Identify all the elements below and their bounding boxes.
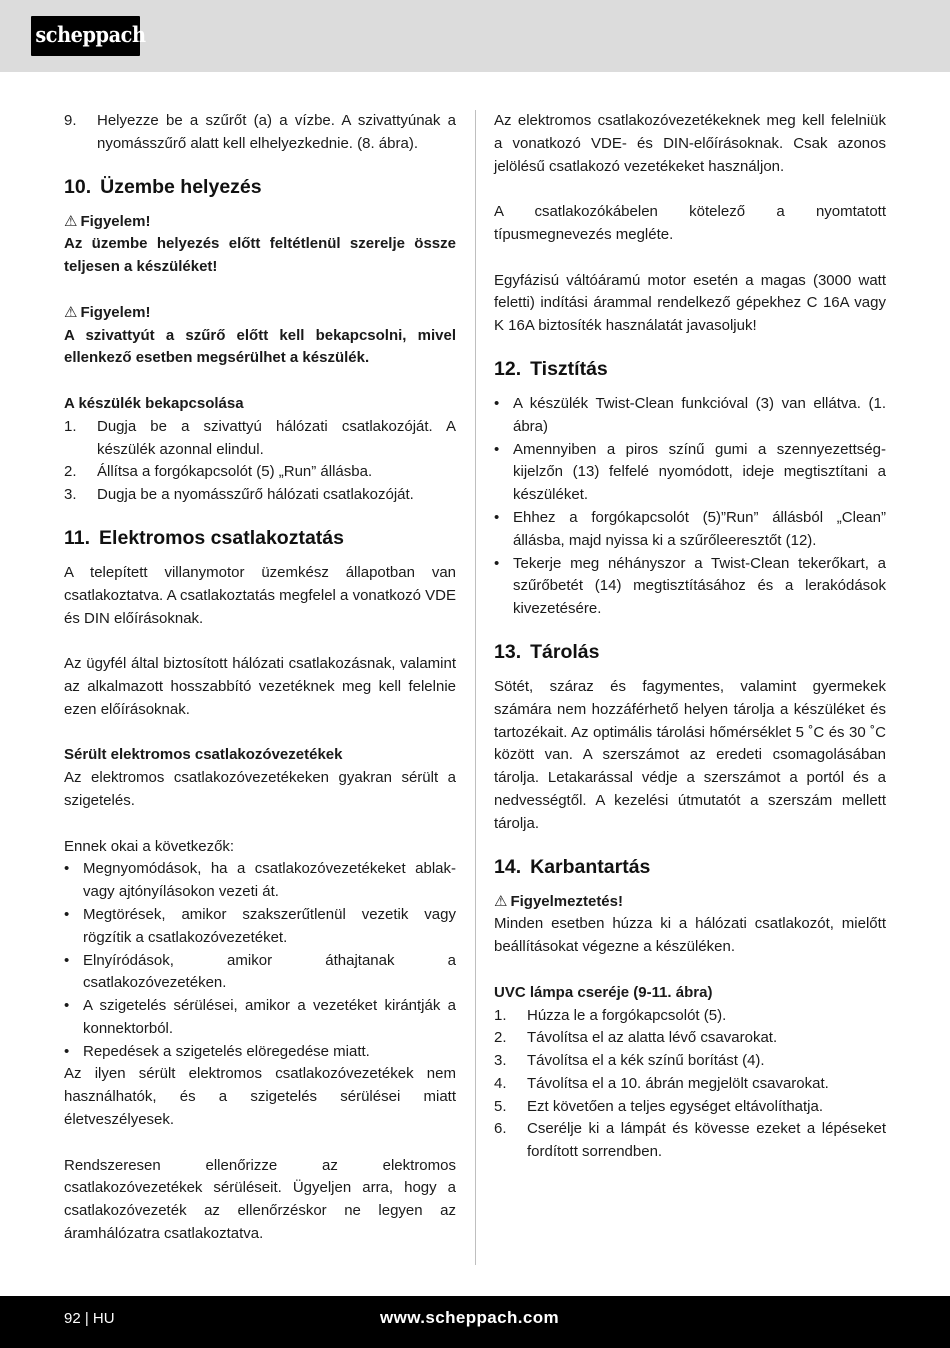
warning-text: A szivattyút a szűrő előtt kell bekapcsolni, mivel ellenkező esetben megsérülhet a készülék. — [64, 326, 456, 367]
list-item — [494, 1027, 886, 1050]
list-item — [494, 1096, 886, 1119]
scheppach-logo — [31, 16, 146, 56]
paragraph: Rendszeresen ellenőrizze az elektromos csatlakozóvezetékek sérüléseit. Ügyeljen arra, hogy a csatlakozóvezeték az ellenőrzéskor ne legyen az áramhálózatra csatlakoztatva. — [64, 1156, 456, 1243]
item-text: Repedések a szigetelés elöregedése miatt. — [83, 1042, 370, 1060]
causes-list — [64, 858, 456, 1063]
item-text: Dugja be a szivattyú hálózati csatlakozóját. A készülék azonnal elindul. — [97, 417, 456, 458]
warning-title: ⚠ Figyelem! — [64, 212, 151, 230]
item-text: Elnyíródások, amikor áthajtanak a csatlakozóvezetéken. — [83, 951, 456, 992]
warning-triangle-icon: ⚠ — [64, 303, 78, 321]
subheading: Sérült elektromos csatlakozóvezetékek — [64, 746, 343, 764]
list-item — [64, 110, 456, 156]
item-text: Megnyomódások, ha a csatlakozóvezetékeket ablak- vagy ajtónyílásokon vezeti át. — [83, 860, 456, 901]
item-text: Megtörések, amikor szakszerűtlenül vezetik vagy rögzítik a csatlakozóvezetéket. — [83, 905, 456, 946]
list-item — [494, 439, 886, 507]
paragraph: A telepített villanymotor üzemkész állapotban van csatlakoztatva. A csatlakoztatás megfelel a vonatkozó VDE és DIN előírásoknak. — [64, 563, 456, 627]
section-heading-14: 14. Karbantartás — [494, 855, 651, 878]
list-item — [494, 1005, 886, 1028]
list-item — [64, 1041, 456, 1064]
paragraph: Az elektromos csatlakozóvezetékeknek meg kell felelniük a vonatkozó VDE- és DIN-előírásoknak. Csak azonos jelölésű csatlakozó vezetékeket használjon. — [494, 112, 886, 175]
item-text: Cserélje ki a lámpát és kövesse ezeket a lépéseket fordított sorrendben. — [527, 1120, 886, 1161]
page-number: 92 | HU — [64, 1310, 115, 1327]
section-heading-10: 10. Üzembe helyezés — [64, 175, 262, 198]
page-header — [0, 0, 950, 72]
item-text: Ezt követően a teljes egységet eltávolíthatja. — [527, 1097, 824, 1115]
paragraph: Ennek okai a következők: — [64, 837, 235, 855]
list-item — [494, 1073, 886, 1096]
warning-text: Az üzembe helyezés előtt feltétlenül szerelje össze teljesen a készüléket! — [64, 235, 456, 276]
list-item — [494, 1050, 886, 1073]
list-item — [64, 858, 456, 904]
list-item — [64, 484, 456, 507]
bullet-icon: • — [494, 508, 500, 526]
section-heading-11: 11. Elektromos csatlakoztatás — [64, 526, 344, 549]
item-number: 2. — [64, 463, 77, 481]
item-text: Állítsa a forgókapcsolót (5) „Run” állásba. — [97, 463, 373, 481]
warning-title: ⚠ Figyelmeztetés! — [494, 892, 623, 910]
right-column — [494, 110, 886, 1164]
item-number: 5. — [494, 1097, 507, 1115]
paragraph: Az elektromos csatlakozóvezetékeken gyakran sérült a szigetelés. — [64, 769, 456, 809]
item-text: Távolítsa el az alatta lévő csavarokat. — [527, 1029, 778, 1047]
list-item — [64, 461, 456, 484]
item-number: 3. — [64, 486, 77, 504]
paragraph: A csatlakozókábelen kötelező a nyomtatott típusmegnevezés megléte. — [494, 203, 886, 243]
list-item — [64, 416, 456, 462]
logo-text: scheppach — [35, 22, 146, 47]
subheading: UVC lámpa cseréje (9-11. ábra) — [494, 983, 713, 1001]
bullet-icon: • — [64, 1042, 70, 1060]
item-text: Helyezze be a szűrőt (a) a vízbe. A szivattyúnak a nyomásszűrő alatt kell elhelyezkednie. (8. ábra). — [97, 112, 456, 152]
warning-triangle-icon: ⚠ — [64, 212, 78, 230]
website-url: www.scheppach.com — [380, 1308, 560, 1327]
bullet-icon: • — [494, 394, 500, 412]
paragraph: Sötét, száraz és fagymentes, valamint gyermekek számára nem hozzáférhető helyen tárolja a készüléket és tartozékait. Az optimális tárolási hőmérséklet 5 ˚C és 30 ˚C között van. A szerszámot az eredeti csomagolásában tárolja. Letakarással védje a szerszámot a portól és a nedvességtől. A kezelési útmutatót a szerszám mellett tárolja. — [494, 677, 886, 832]
item-text: Amennyiben a piros színű gumi a szennyezettség-kijelzőn (13) felfelé nyomódott, ideje megtisztítani a készüléket. — [513, 440, 886, 504]
bullet-icon: • — [494, 554, 500, 572]
left-column — [64, 110, 456, 1246]
item-number: 1. — [64, 417, 77, 435]
bullet-icon: • — [64, 951, 70, 969]
item-text: Húzza le a forgókapcsolót (5). — [527, 1006, 727, 1024]
paragraph: Az ilyen sérült elektromos csatlakozóvezetékek nem használhatók, és a szigetelés sérülései miatt életveszélyesek. — [64, 1065, 456, 1129]
item-number: 4. — [494, 1074, 507, 1092]
item-number: 3. — [494, 1052, 507, 1070]
list-item — [494, 507, 886, 553]
page-footer — [0, 1296, 950, 1348]
item-text: A szigetelés sérülései, amikor a vezetéket kirántják a konnektorból. — [83, 997, 456, 1037]
item-text: A készülék Twist-Clean funkcióval (3) van ellátva. (1. ábra) — [513, 394, 886, 435]
bullet-icon: • — [494, 440, 500, 458]
item-text: Távolítsa el a 10. ábrán megjelölt csavarokat. — [527, 1074, 829, 1092]
item-text: Ehhez a forgókapcsolót (5)”Run” állásból „Clean” állásba, majd nyissa ki a szűrőleeresztőt (12). — [513, 508, 886, 549]
item-number: 2. — [494, 1029, 507, 1047]
list-item — [64, 995, 456, 1041]
item-number: 6. — [494, 1120, 507, 1138]
paragraph: Egyfázisú váltóáramú motor esetén a magas (3000 watt feletti) indítási árammal rendelkező gépekhez C 16A vagy K 16A biztosíték használatát javasoljuk! — [494, 271, 886, 335]
section-heading-13: 13. Tárolás — [494, 640, 600, 663]
column-divider — [475, 110, 476, 1265]
warning-triangle-icon: ⚠ — [494, 892, 508, 910]
cleaning-list — [494, 393, 886, 621]
switch-steps — [64, 416, 456, 507]
item-text: Dugja be a nyomásszűrő hálózati csatlakozóját. — [97, 486, 414, 504]
warning-text: Minden esetben húzza ki a hálózati csatlakozót, mielőtt beállításokat végezne a készüléken. — [494, 915, 886, 956]
item-number: 1. — [494, 1006, 507, 1024]
section-heading-12: 12. Tisztítás — [494, 357, 608, 380]
item-text: Távolítsa el a kék színű borítást (4). — [527, 1052, 765, 1070]
uvc-steps — [494, 1005, 886, 1165]
warning-title: ⚠ Figyelem! — [64, 303, 151, 321]
list-item — [64, 950, 456, 996]
list-item — [64, 904, 456, 950]
list-item — [494, 553, 886, 621]
bullet-icon: • — [64, 860, 70, 878]
bullet-icon: • — [64, 997, 70, 1015]
bullet-icon: • — [64, 905, 70, 923]
list-item — [494, 393, 886, 439]
item-text: Tekerje meg néhányszor a Twist-Clean tekerőkart, a szűrőbetét (14) megtisztításához és a lerakódások kivezetésére. — [513, 554, 886, 618]
list-item — [494, 1118, 886, 1164]
subheading: A készülék bekapcsolása — [64, 394, 244, 412]
item-number: 9. — [64, 112, 77, 129]
paragraph: Az ügyfél által biztosított hálózati csatlakozásnak, valamint az alkalmazott hosszabbító vezetéknek meg kell felelnie ezen előírásoknak. — [64, 655, 456, 718]
